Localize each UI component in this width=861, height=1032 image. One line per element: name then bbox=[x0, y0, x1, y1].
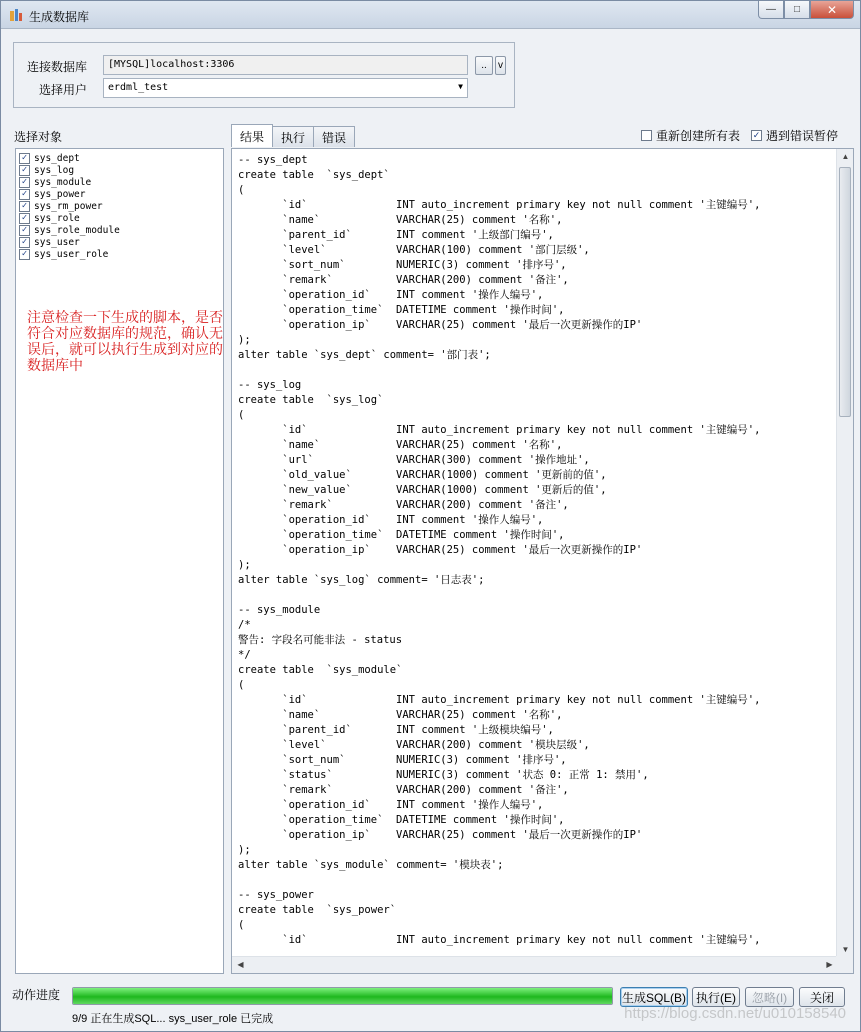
scroll-right-icon[interactable]: ▶ bbox=[826, 960, 833, 969]
checkbox-unchecked-icon[interactable] bbox=[641, 130, 652, 141]
database-value: [MYSQL]localhost:3306 bbox=[108, 59, 235, 70]
title-bar[interactable] bbox=[1, 1, 860, 29]
checkbox-checked-icon[interactable]: ✓ bbox=[19, 213, 30, 224]
annotation-note: 注意检查一下生成的脚本，是否符合对应数据库的规范，确认无误后，就可以执行生成到对应的数据库中 bbox=[27, 309, 223, 373]
list-item[interactable] bbox=[19, 164, 74, 176]
object-name: sys_user bbox=[34, 236, 80, 248]
list-item[interactable] bbox=[19, 188, 85, 200]
ignore-button[interactable]: 忽略(I) bbox=[745, 987, 794, 1007]
tab-error[interactable]: 错误 bbox=[313, 126, 355, 147]
progress-bar bbox=[72, 987, 613, 1005]
list-item[interactable] bbox=[19, 212, 80, 224]
database-field[interactable] bbox=[103, 55, 468, 75]
scroll-down-icon[interactable]: ▼ bbox=[841, 945, 850, 954]
execute-button[interactable]: 执行(E) bbox=[692, 987, 740, 1007]
database-browse-button[interactable]: .. bbox=[475, 56, 493, 75]
result-tabs bbox=[231, 126, 354, 148]
window-title: 生成数据库 bbox=[29, 10, 90, 24]
maximize-button[interactable] bbox=[784, 1, 810, 19]
scroll-left-icon[interactable]: ◀ bbox=[237, 960, 244, 969]
close-button[interactable]: 关闭 bbox=[799, 987, 845, 1007]
list-item[interactable] bbox=[19, 176, 91, 188]
checkbox-checked-icon[interactable]: ✓ bbox=[19, 177, 30, 188]
list-item[interactable] bbox=[19, 224, 120, 236]
status-text: 9/9 正在生成SQL... sys_user_role 已完成 bbox=[72, 1013, 274, 1025]
scroll-up-icon[interactable]: ▲ bbox=[841, 152, 850, 161]
checkbox-checked-icon[interactable]: ✓ bbox=[19, 153, 30, 164]
sql-script[interactable]: -- sys_dept create table `sys_dept` ( `id` INT auto_increment primary key not null comment '主键编号', `name` VARCHAR(25) comment '名称', `parent_id` INT comment '上级部门编号', `level` VARCHAR(100) comment '部门层级', `sort_num` NUMERIC(3) comment '排序号', `remark` VARCHAR(200) comment '备注', `operation_id` INT comment '操作人编号', `operation_time` DATETIME comment '操作时间', `operation_ip` VARCHAR(25) comment '最后一次更新操作的IP' ); alter table `sys_dept` comment= '部门表'; -- sys_log create table `sys_log` ( `id` INT auto_increment primary key not null comment '主键编号', `name` VARCHAR(25) comment '名称', `url` VARCHAR(300) comment '操作地址', `old_value` VARCHAR(1000) comment '更新前的值', `new_value` VARCHAR(1000) comment '更新后的值', `remark` VARCHAR(200) comment '备注', `operation_id` INT comment '操作人编号', `operation_time` DATETIME comment '操作时间', `operation_ip` VARCHAR(25) comment '最后一次更新操作的IP' ); alter table `sys_log` comment= '日志表'; -- sys_module /* 警告: 字段名可能非法 - status */ create table `sys_module` ( `id` INT auto_increment primary key not null comment '主键编号', `name` VARCHAR(25) comment '名称', `parent_id` INT comment '上级模块编号', `level` VARCHAR(200) comment '模块层级', `sort_num` NUMERIC(3) comment '排序号', `status` NUMERIC(3) comment '状态 0: 正常 1: 禁用', `remark` VARCHAR(200) comment '备注', `operation_id` INT comment '操作人编号', `operation_time` DATETIME comment '操作时间', `operation_ip` VARCHAR(25) comment '最后一次更新操作的IP' ); alter table `sys_module` comment= '模块表'; -- sys_power create table `sys_power` ( `id` INT auto_increment primary key not null comment '主键编号', bbox=[238, 154, 761, 946]
watermark: https://blog.csdn.net/u010158540 bbox=[624, 1005, 846, 1022]
pause-label: 遇到错误暂停 bbox=[766, 129, 839, 143]
generate-sql-button[interactable]: 生成SQL(B) bbox=[620, 987, 688, 1007]
object-name: sys_role_module bbox=[34, 224, 120, 236]
list-item[interactable] bbox=[19, 248, 108, 260]
object-name: sys_module bbox=[34, 176, 92, 188]
horizontal-scrollbar[interactable] bbox=[232, 956, 838, 973]
user-select[interactable] bbox=[103, 78, 468, 98]
objects-label: 选择对象 bbox=[14, 130, 63, 144]
tab-execute[interactable]: 执行 bbox=[272, 126, 314, 147]
minimize-icon: — bbox=[766, 4, 776, 15]
close-window-button[interactable] bbox=[810, 1, 854, 19]
object-name: sys_role bbox=[34, 212, 80, 224]
user-value: erdml_test bbox=[108, 82, 169, 93]
recreate-option[interactable] bbox=[641, 127, 740, 144]
object-name: sys_power bbox=[34, 188, 86, 200]
script-editor[interactable] bbox=[231, 148, 854, 974]
checkbox-checked-icon[interactable]: ✓ bbox=[19, 189, 30, 200]
scroll-corner bbox=[836, 956, 853, 973]
database-dropdown-button[interactable]: v bbox=[495, 56, 506, 75]
object-name: sys_dept bbox=[34, 152, 80, 164]
list-item[interactable] bbox=[19, 152, 80, 164]
tab-result[interactable]: 结果 bbox=[231, 124, 273, 147]
object-name: sys_log bbox=[34, 164, 75, 176]
object-name: sys_rm_power bbox=[34, 200, 103, 212]
connection-group bbox=[13, 42, 515, 108]
checkbox-checked-icon[interactable]: ✓ bbox=[19, 225, 30, 236]
maximize-icon: □ bbox=[793, 4, 801, 15]
object-name: sys_user_role bbox=[34, 248, 109, 260]
recreate-label: 重新创建所有表 bbox=[656, 129, 741, 143]
vertical-scrollbar[interactable] bbox=[836, 149, 853, 957]
progress-fill bbox=[73, 988, 612, 1004]
object-list[interactable] bbox=[15, 148, 224, 974]
app-icon bbox=[9, 8, 23, 22]
minimize-button[interactable] bbox=[758, 1, 784, 19]
progress-label: 动作进度 bbox=[12, 988, 61, 1002]
chevron-down-icon: ▼ bbox=[458, 82, 463, 91]
user-label: 选择用户 bbox=[39, 83, 88, 97]
database-label: 连接数据库 bbox=[27, 60, 88, 74]
checkbox-checked-icon[interactable]: ✓ bbox=[19, 201, 30, 212]
list-item[interactable] bbox=[19, 236, 80, 248]
window-controls bbox=[758, 1, 854, 19]
checkbox-checked-icon[interactable]: ✓ bbox=[19, 237, 30, 248]
close-icon: ✕ bbox=[826, 2, 838, 17]
checkbox-checked-icon[interactable]: ✓ bbox=[752, 130, 761, 140]
scroll-thumb[interactable] bbox=[839, 167, 851, 417]
pause-on-error-option[interactable] bbox=[751, 127, 838, 144]
list-item[interactable] bbox=[19, 200, 103, 212]
checkbox-checked-icon[interactable]: ✓ bbox=[19, 165, 30, 176]
checkbox-checked-icon[interactable]: ✓ bbox=[19, 249, 30, 260]
